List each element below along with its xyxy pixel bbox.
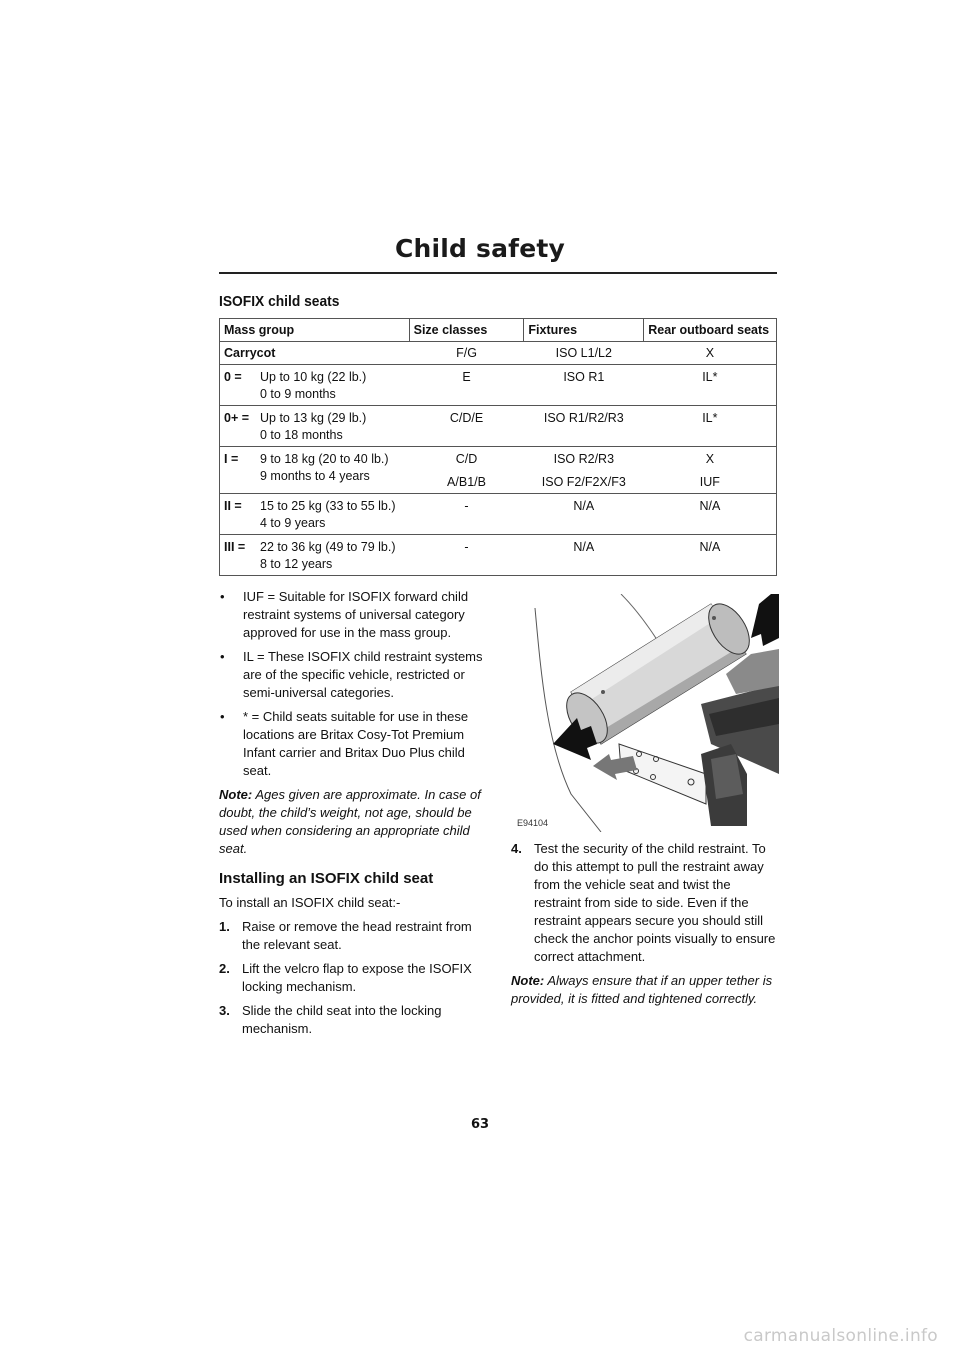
size-class: - (464, 540, 469, 554)
column-header-size-classes: Size classes (409, 319, 524, 342)
note-ages (219, 786, 484, 858)
rear-outboard: IL* (702, 411, 718, 425)
list-item: 4. Test the security of the child restraint. To do this attempt to pull the restraint away from the vehicle seat and twist the restraint from side to side. Even if the restraint appears secure you should still check the anchor points visually to ensure correct attachment. (511, 841, 776, 964)
age-range: 0 to 9 months (260, 387, 336, 401)
size-class: - (464, 499, 469, 513)
age-range: 4 to 9 years (260, 516, 326, 530)
mass-range: 9 to 18 kg (20 to 40 lb.) (260, 452, 389, 466)
list-item: • IL = These ISOFIX child restraint systems are of the specific vehicle, restricted or semi-universal categories. (220, 649, 483, 700)
list-item: • IUF = Suitable for ISOFIX forward child restraint systems of universal category approved for use in the mass group. (220, 589, 469, 640)
isofix-table (219, 318, 777, 576)
mass-range: Up to 13 kg (29 lb.) (260, 411, 367, 425)
list-item: 1. Raise or remove the head restraint from the relevant seat. (219, 919, 472, 952)
install-heading: Installing an ISOFIX child seat (219, 870, 434, 887)
table-header-row (220, 319, 777, 342)
note-label: Note: (511, 973, 545, 988)
size-class: F/G (456, 346, 477, 360)
rear-outboard: X (705, 346, 715, 360)
list-item: 3. Slide the child seat into the locking mechanism. (219, 1003, 442, 1036)
install-intro: To install an ISOFIX child seat:- (219, 895, 401, 910)
rear-outboard: N/A (699, 499, 721, 513)
fixture: ISO F2/F2X/F3 (541, 475, 626, 489)
column-header-rear-outboard: Rear outboard seats (644, 319, 777, 342)
mass-range: 15 to 25 kg (33 to 55 lb.) (260, 499, 396, 513)
watermark: carmanualsonline.info (743, 1326, 938, 1346)
note-label: Note: (219, 787, 253, 802)
page-title: Child safety (394, 234, 566, 263)
size-class: C/D (455, 452, 478, 466)
note-upper-tether (511, 972, 779, 1008)
age-range: 9 months to 4 years (260, 469, 370, 483)
age-range: 0 to 18 months (260, 428, 343, 442)
mass-group-code: 0 = (224, 370, 242, 384)
bullet-icon: • (220, 589, 225, 604)
fixture: ISO R2/R3 (553, 452, 615, 466)
table-row (220, 447, 777, 494)
mass-group-code: 0+ = (224, 411, 250, 425)
isofix-seat-illustration (511, 594, 779, 832)
mass-group-code: III = (224, 540, 246, 554)
figure-code: E94104 (517, 818, 549, 828)
right-column (511, 840, 779, 1018)
table-row (220, 406, 777, 447)
rear-outboard: IUF (699, 475, 720, 489)
bullet-icon: • (220, 649, 225, 664)
fixture: ISO R1 (563, 370, 605, 384)
left-column (219, 588, 484, 1044)
list-item: • * = Child seats suitable for use in these locations are Britax Cosy-Tot Premium Infant carrier and Britax Duo Plus child seat. (220, 709, 469, 778)
page-number: 63 (470, 1117, 490, 1132)
size-class: A/B1/B (447, 475, 486, 489)
bullet-icon: • (220, 709, 225, 724)
rear-outboard: IL* (702, 370, 718, 384)
column-header-fixtures: Fixtures (524, 319, 644, 342)
mass-group-code: II = (224, 499, 242, 513)
fixture: N/A (573, 499, 595, 513)
table-row (220, 342, 777, 365)
table-row (220, 535, 777, 576)
size-class: C/D/E (449, 411, 484, 425)
size-class: E (462, 370, 471, 384)
column-header-mass-group: Mass group (220, 319, 410, 342)
title-rule (219, 272, 777, 274)
section-heading: ISOFIX child seats (219, 293, 340, 310)
table-row (220, 494, 777, 535)
note-text: Ages given are approximate. In case of doubt, the child’s weight, not age, should be used when considering an appropriate child seat. (219, 787, 481, 856)
note-text: Always ensure that if an upper tether is provided, it is fitted and tightened correctly. (511, 973, 773, 1006)
rear-outboard: X (705, 452, 715, 466)
isofix-illustration (511, 594, 779, 832)
fixture: N/A (573, 540, 595, 554)
fixture: ISO L1/L2 (555, 346, 612, 360)
mass-group-code: Carrycot (224, 346, 276, 360)
rear-outboard: N/A (699, 540, 721, 554)
mass-group-code: I = (224, 452, 239, 466)
mass-range: Up to 10 kg (22 lb.) (260, 370, 367, 384)
table-row (220, 365, 777, 406)
age-range: 8 to 12 years (260, 557, 333, 571)
fixture: ISO R1/R2/R3 (543, 411, 624, 425)
mass-range: 22 to 36 kg (49 to 79 lb.) (260, 540, 396, 554)
list-item: 2. Lift the velcro flap to expose the ISOFIX locking mechanism. (219, 961, 472, 994)
